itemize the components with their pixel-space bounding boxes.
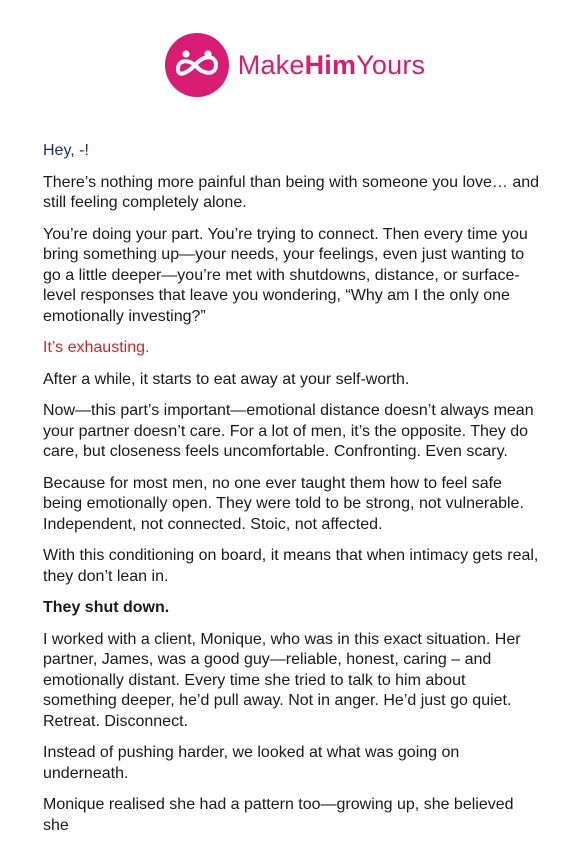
paragraph: I worked with a client, Monique, who was in this exact situation. Her partner, James, was a good guy—reliable, honest, caring – and emotionally distant. Every time she tried to talk to him about something deeper, he’d pull away. Not in anger. He’d just go quiet. Retreat. Disconnect. (43, 630, 521, 730)
infinity-figures-svg (172, 45, 222, 85)
brand-name-part2: Him (304, 49, 357, 80)
bold-line: They shut down. (43, 599, 170, 616)
paragraph: Monique realised she had a pattern too—growing up, she believed she (43, 796, 514, 834)
brand-name-part3: Yours (356, 49, 426, 80)
infinity-figures-icon (165, 33, 229, 97)
paragraph: There’s nothing more painful than being with someone you love… and still feeling completely alone. (43, 173, 540, 211)
paragraph: You’re doing your part. You’re trying to connect. Then every time you bring something up—your needs, your feelings, even just wanting to go a little deeper—you’re met with shutdowns, distance, or surface-level responses that leave you wondering, “Why am I the only one emotionally investing?” (43, 225, 528, 325)
brand-logo[interactable] (165, 33, 426, 97)
highlight-line: It’s exhausting. (43, 339, 150, 356)
paragraph: Instead of pushing harder, we looked at what was going on underneath. (43, 744, 460, 782)
paragraph: Now—this part’s important—emotional distance doesn’t always mean your partner doesn’t care. For a lot of men, it’s the opposite. They do care, but closeness feels uncomfortable. Confronting. Even scary. (43, 402, 534, 460)
paragraph: After a while, it starts to eat away at your self-worth. (43, 370, 410, 388)
greeting: Hey, -! (43, 142, 89, 159)
brand-wordmark (238, 50, 426, 81)
brand-name-part1: Make (237, 49, 305, 80)
paragraph: Because for most men, no one ever taught them how to feel safe being emotionally open. They were told to be strong, not vulnerable. Independent, not connected. Stoic, not affected. (43, 474, 524, 533)
paragraph: With this conditioning on board, it means that when intimacy gets real, they don’t lean in. (43, 547, 539, 585)
email-header (0, 0, 580, 130)
email-body (43, 141, 543, 847)
